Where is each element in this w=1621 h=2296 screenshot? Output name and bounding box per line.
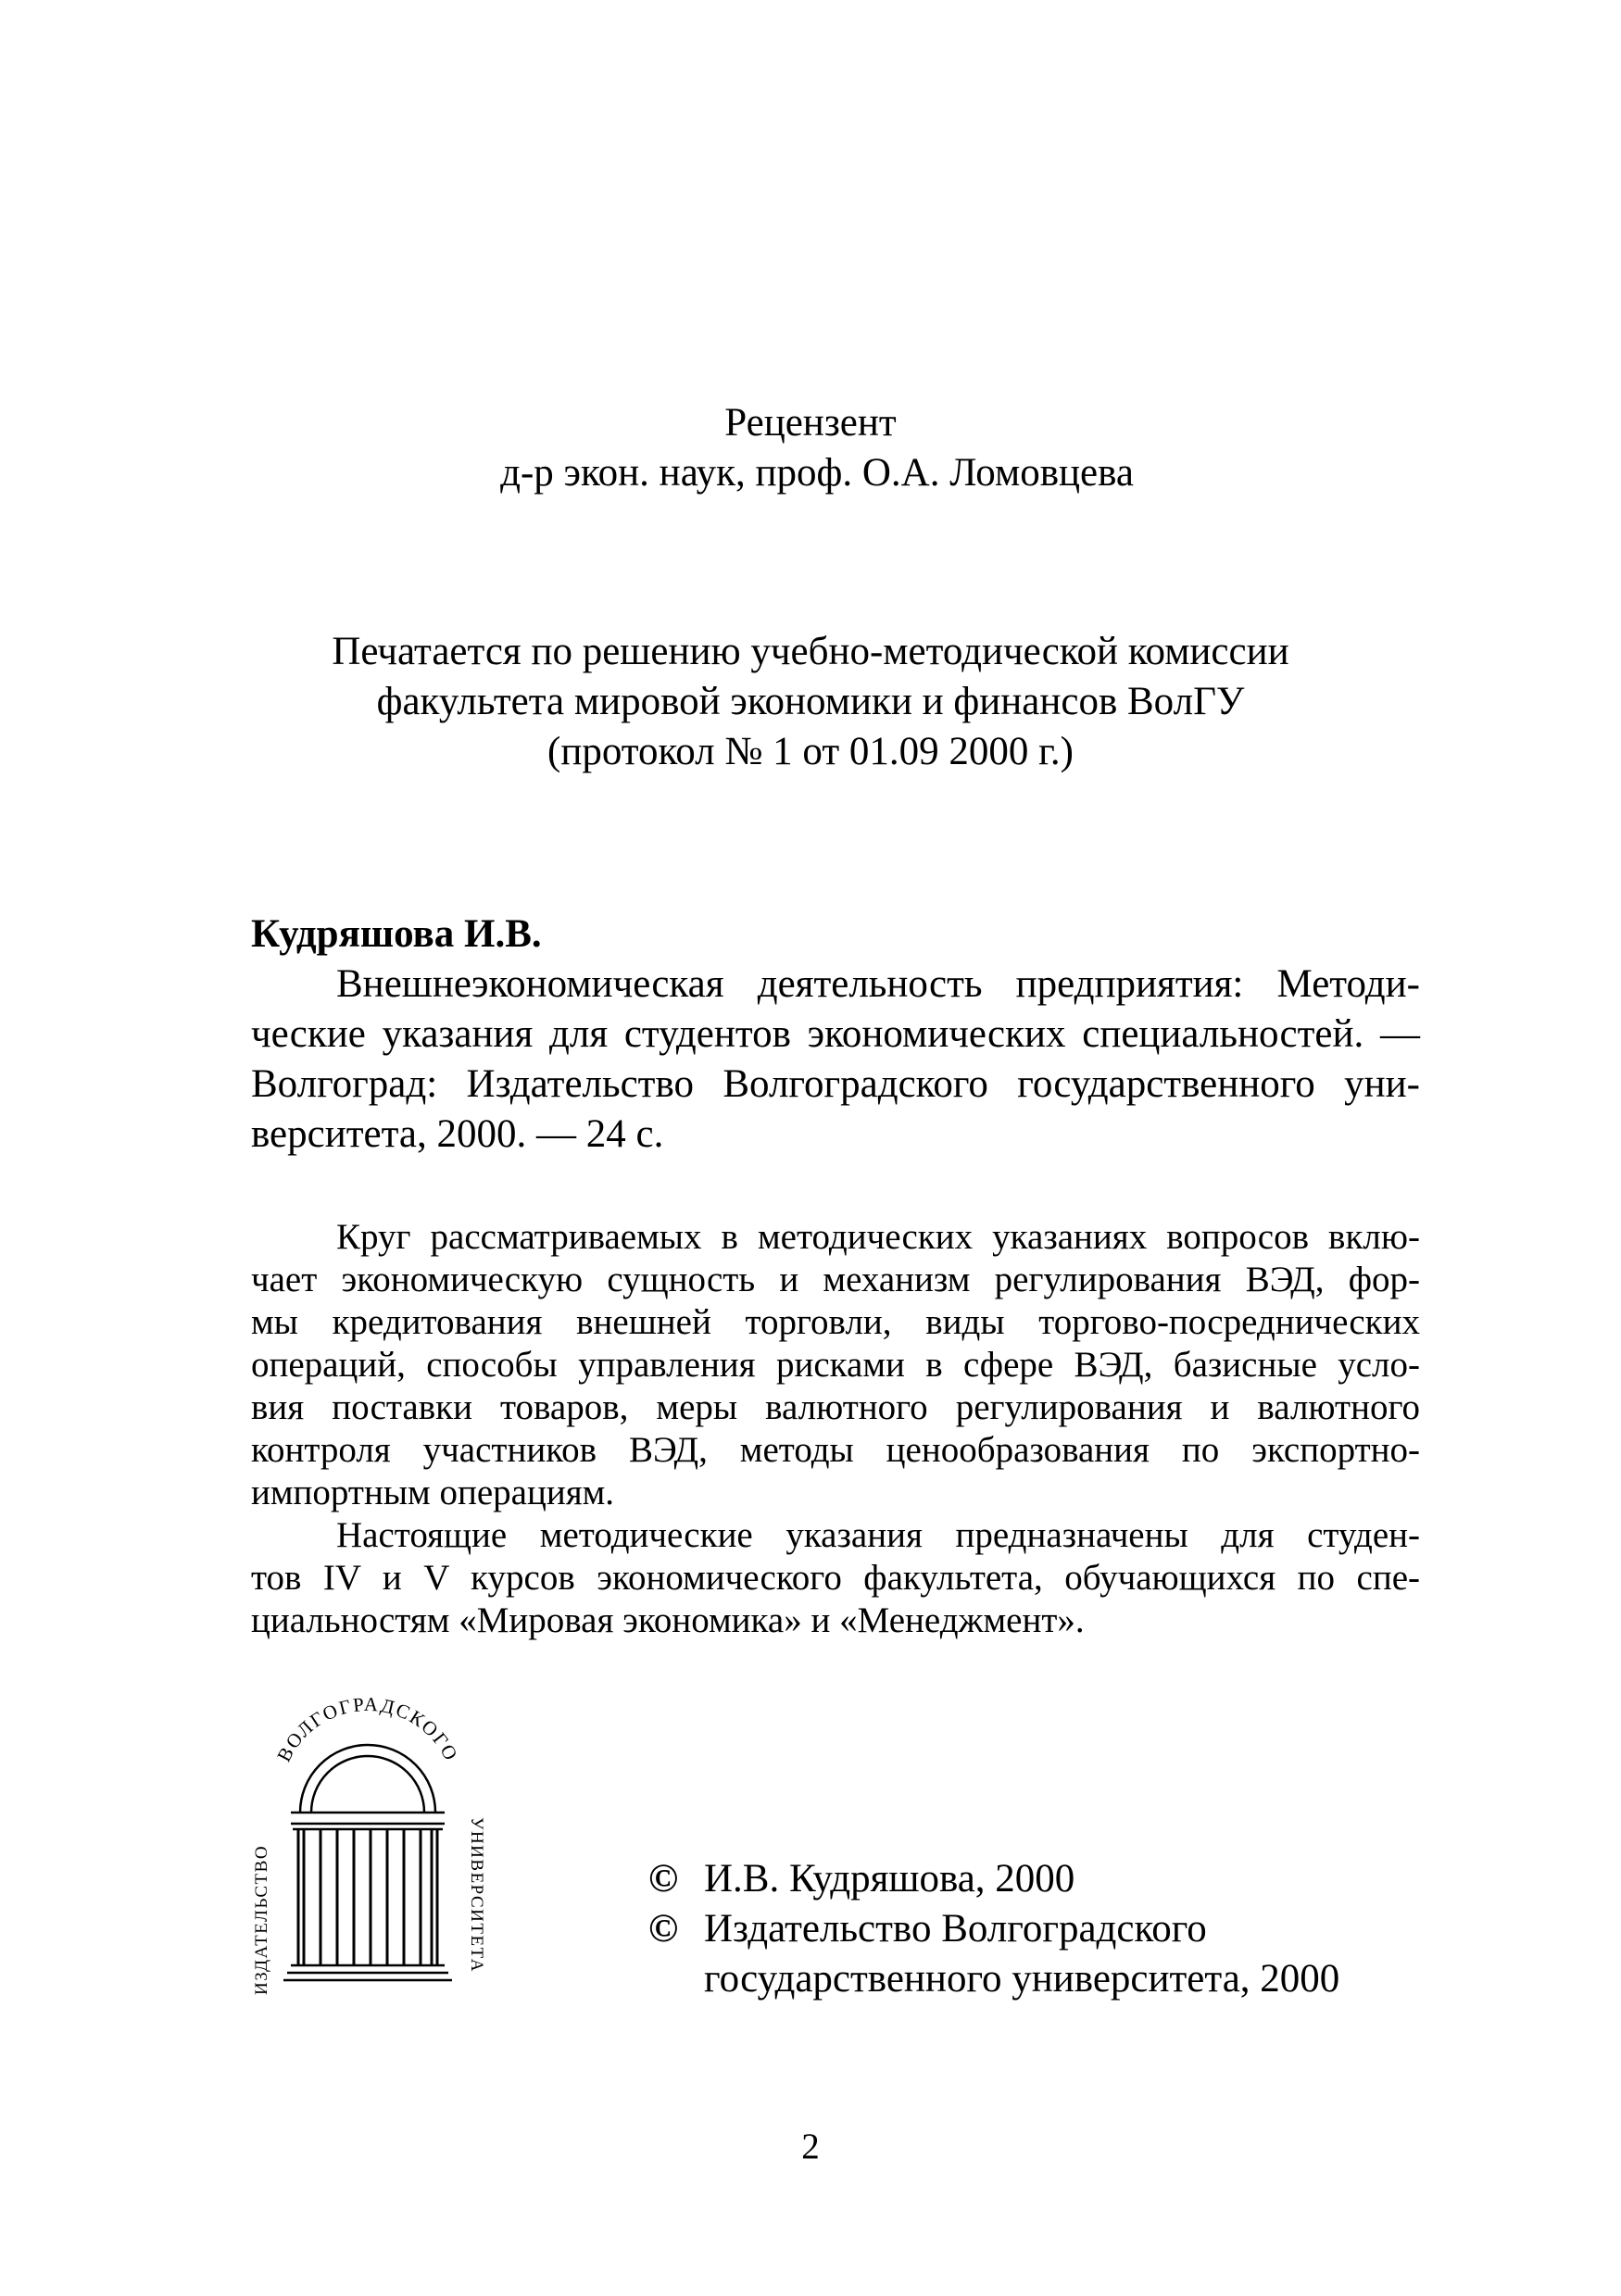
copyright-author: И.В. Кудряшова, 2000 bbox=[704, 1857, 1075, 1901]
abstract-line: чает экономическую сущность и механизм регулирования ВЭД, фор- bbox=[251, 1260, 1420, 1299]
abstract-line: операций, способы управления рисками в сфере ВЭД, базисные усло- bbox=[251, 1345, 1420, 1385]
copyright-row bbox=[648, 1904, 1339, 1954]
copyright-row bbox=[648, 1854, 1339, 1904]
bibliographic-record bbox=[251, 910, 1420, 1160]
copyright-icon: © bbox=[648, 1857, 679, 1901]
abstract-line: Круг рассматриваемых в методических указаниях вопросов вклю- bbox=[336, 1217, 1420, 1257]
resolution-line: (протокол № 1 от 01.09 2000 г.) bbox=[547, 730, 1074, 773]
reviewer-block bbox=[0, 398, 1621, 498]
reviewer-heading: Рецензент bbox=[724, 401, 897, 445]
abstract-line: мы кредитования внешней торговли, виды торгово-посреднических bbox=[251, 1302, 1420, 1342]
author-name: Кудряшова И.В. bbox=[251, 912, 542, 956]
publication-resolution bbox=[0, 627, 1621, 777]
copyright-publisher-cont: государственного университета, 2000 bbox=[704, 1957, 1340, 2001]
copyright-icon: © bbox=[648, 1907, 679, 1951]
copyright-publisher: Издательство Волгоградского bbox=[704, 1907, 1207, 1951]
abstract-line: импортным операциям. bbox=[251, 1473, 615, 1512]
abstract bbox=[251, 1216, 1420, 1642]
biblio-line: верситета, 2000. — 24 с. bbox=[251, 1112, 664, 1156]
abstract-line: Настоящие методические указания предназначены для студен- bbox=[336, 1515, 1420, 1555]
biblio-line: Волгоград: Издательство Волгоградского государственного уни- bbox=[251, 1062, 1420, 1106]
reviewer-name: д-р экон. наук, проф. О.А. Ломовцева bbox=[500, 451, 1134, 495]
resolution-line: факультета мировой экономики и финансов ВолГУ bbox=[376, 680, 1245, 723]
rotunda-icon bbox=[245, 1687, 491, 2019]
copyright-block bbox=[648, 1854, 1339, 2004]
abstract-line: тов IV и V курсов экономического факультета, обучающихся по спе- bbox=[251, 1558, 1420, 1598]
resolution-line: Печатается по решению учебно-методической комиссии bbox=[332, 630, 1289, 673]
logo-left-text: ИЗДАТЕЛЬСТВО bbox=[252, 1844, 271, 1995]
svg-text:ВОЛГОГРАДСКОГО bbox=[272, 1693, 463, 1765]
logo-right-text: УНИВЕРСИТЕТА bbox=[467, 1817, 486, 1973]
logo-arc-text: ВОЛГОГРАДСКОГО bbox=[272, 1692, 463, 1765]
biblio-line: Внешнеэкономическая деятельность предприятия: Методи- bbox=[336, 962, 1420, 1006]
page-number: 2 bbox=[801, 2127, 820, 2166]
abstract-line: контроля участников ВЭД, методы ценообразования по экспортно- bbox=[251, 1430, 1420, 1470]
publisher-logo bbox=[245, 1687, 491, 2019]
abstract-line: вия поставки товаров, меры валютного регулирования и валютного bbox=[251, 1387, 1420, 1427]
abstract-line: циальностям «Мировая экономика» и «Менеджмент». bbox=[251, 1600, 1085, 1640]
biblio-line: ческие указания для студентов экономических специальностей. — bbox=[251, 1012, 1420, 1056]
